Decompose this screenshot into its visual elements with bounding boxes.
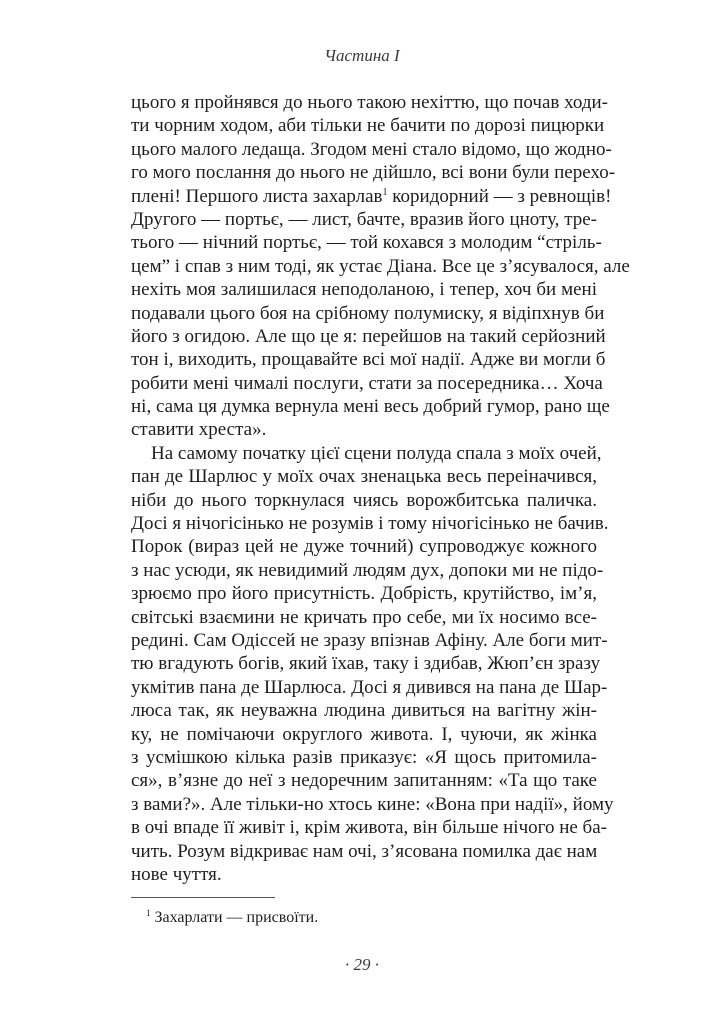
text-line: Досі я нічогісінько не розумів і тому нічогісінько не бачив. <box>131 513 609 535</box>
footnote-mark: 1 <box>146 908 151 918</box>
paragraph-2 <box>131 442 614 886</box>
text-line: пан де Шарлюс у моїх очах зненацька весь переіначився, <box>131 466 597 488</box>
text-line: робити мені чималі послуги, стати за посередника… Хоча <box>131 372 603 394</box>
text-line: ні, сама ця думка вернула мені весь добрий гумор, рано ще <box>131 396 610 418</box>
text-line: цього малого ледаща. Згодом мені стало відомо, що жодно- <box>131 138 612 160</box>
text-line: зрюємо про його присутність. Добрість, крутійство, ім’я, <box>131 583 597 605</box>
page-number: · 29 · <box>345 955 379 974</box>
text-line: го мого послання до нього не дійшло, всі вони були перехо- <box>131 162 616 184</box>
text-line: тю вгадують богів, який їхав, таку і здибав, Жюп’єн зразу <box>131 653 601 675</box>
text-line: ку, не помічаючи округлого живота. І, чуючи, як жінка <box>131 723 597 745</box>
body-text <box>131 91 630 886</box>
text-line: редині. Сам Одіссей не зразу впізнав Афіну. Але боги мит- <box>131 629 608 651</box>
text-line: тього — нічний портьє, — той кохався з молодим “стріль- <box>131 232 602 254</box>
text-line: нове чуття. <box>131 863 222 885</box>
text-segment: плені! Першого листа захарлав <box>131 185 383 207</box>
text-segment: коридорний — з ревнощів! <box>387 185 612 207</box>
text-line: укмітив пана де Шарлюса. Досі я дивився на пана де Шар- <box>131 676 608 698</box>
running-header: Частина I <box>324 46 400 65</box>
text-line: ніби до нього торкнулася чиясь ворожбитська паличка. <box>131 489 597 511</box>
footnote-divider <box>131 897 275 898</box>
footnote <box>146 909 318 927</box>
text-line: з вами?». Але тільки-но хтось кине: «Вона при надії», йому <box>131 793 614 815</box>
text-line: подавали цього боя на срібному полумиску, я відіпхнув би <box>131 302 605 324</box>
text-line: Другого — портьє, — лист, бачте, вразив його цноту, тре- <box>131 208 597 230</box>
footnote-text: Захарлати — присвоїти. <box>154 909 319 926</box>
text-line <box>131 185 612 208</box>
text-line: люса так, як неуважна людина дивиться на вагітну жін- <box>131 700 597 722</box>
footnote-ref[interactable]: 1 <box>382 186 388 198</box>
text-line: його з огидою. Але що це я: перейшов на такий серйозний <box>131 325 606 347</box>
paragraph-1 <box>131 91 630 442</box>
text-line: чить. Розум відкриває нам очі, з’ясована помилка дає нам <box>131 840 598 862</box>
text-line: ставити хреста». <box>131 419 267 441</box>
text-line: з усмішкою кілька разів приказує: «Я щось притомила- <box>131 746 597 768</box>
text-line: ти чорним ходом, аби тільки не бачити по дорозі пицюрки <box>131 115 605 137</box>
text-line: цього я пройнявся до нього такою нехіттю, що почав ходи- <box>131 92 609 113</box>
text-line: На самому початку цієї сцени полуда спала з моїх очей, <box>151 442 602 464</box>
text-line: в очі впаде її живіт і, крім живота, він більше нічого не ба- <box>131 817 607 839</box>
text-line: Порок (вираз цей не дуже точний) супроводжує кожного <box>131 536 597 558</box>
text-line: з нас усюди, як невидимий людям дух, допоки ми не підо- <box>131 559 604 581</box>
text-line: ся», в’язне до неї з недоречним запитанням: «Та що таке <box>131 770 597 792</box>
text-line: світські взаємини не кричать про себе, ми їх носимо все- <box>131 606 597 628</box>
text-line: нехіть моя залишилася неподоланою, і тепер, хоч би мені <box>131 279 597 301</box>
text-line: цем” і спав з ним тоді, як устає Діана. Все це з’ясувалося, але <box>131 255 630 277</box>
text-line: тон і, виходить, прощавайте всі мої надії. Адже ви могли б <box>131 349 606 371</box>
